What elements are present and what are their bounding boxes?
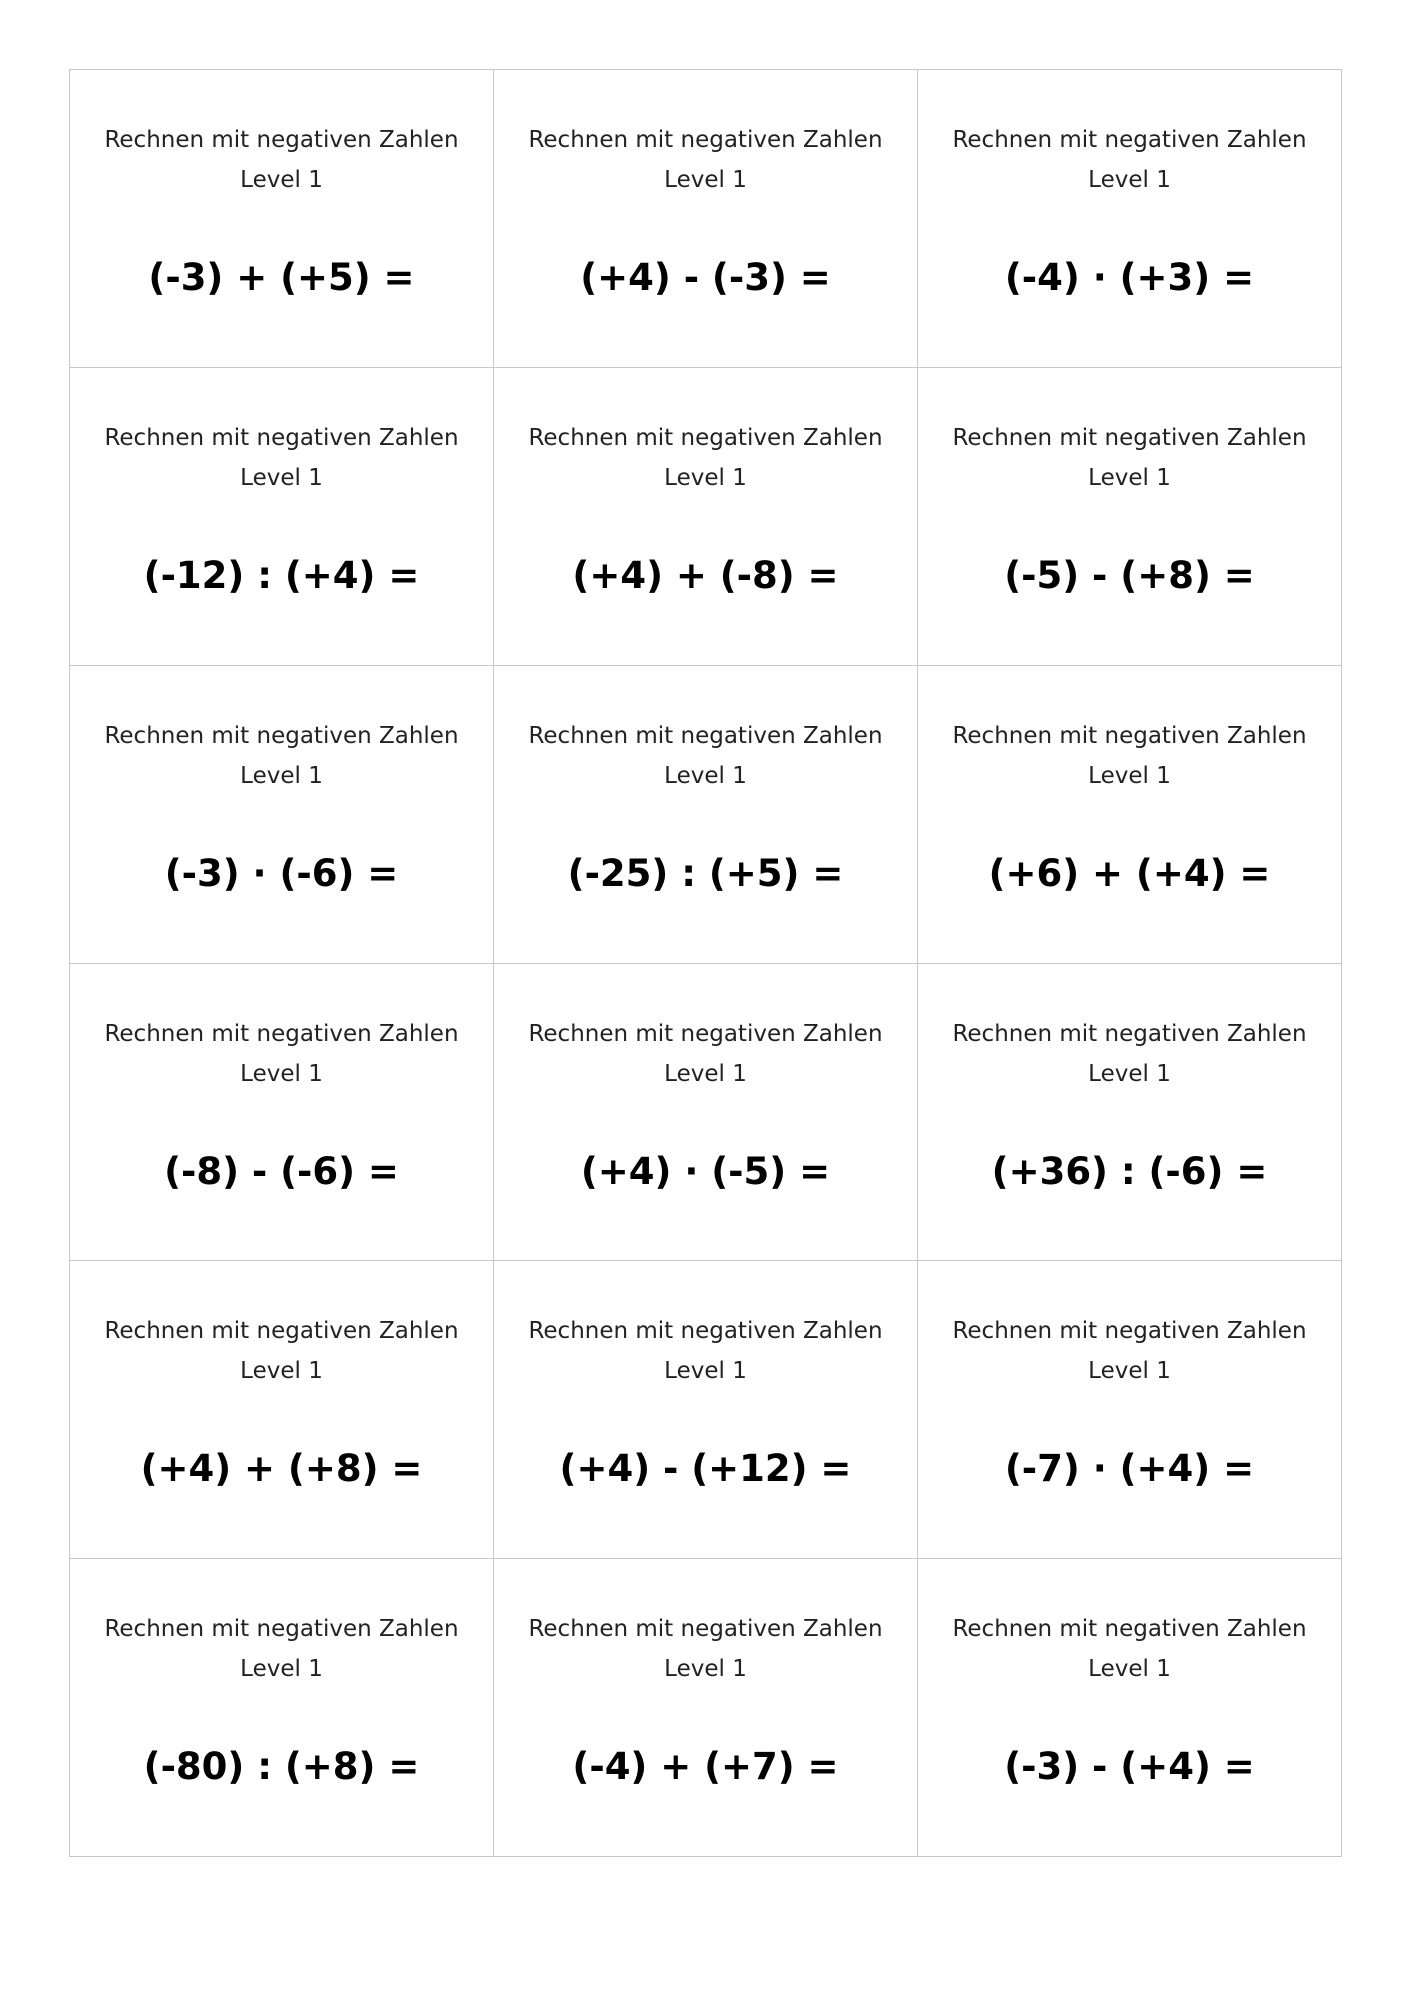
card-level: Level 1 — [240, 167, 323, 193]
task-card — [494, 70, 918, 368]
card-task: (-3) - (+4) = — [1004, 1745, 1255, 1789]
card-grid — [69, 69, 1342, 1857]
task-card — [918, 666, 1342, 964]
card-level: Level 1 — [1088, 167, 1171, 193]
card-task: (-25) : (+5) = — [567, 851, 844, 895]
task-card — [70, 70, 494, 368]
task-card — [70, 1559, 494, 1857]
card-level: Level 1 — [240, 464, 323, 491]
card-title: Rechnen mit negativen Zahlen — [104, 1020, 459, 1047]
task-card — [494, 666, 918, 964]
card-level: Level 1 — [1088, 1656, 1171, 1683]
card-title: Rechnen mit negativen Zahlen — [952, 1020, 1307, 1047]
card-title: Rechnen mit negativen Zahlen — [952, 424, 1307, 451]
card-task: (+4) - (+12) = — [559, 1447, 852, 1491]
task-card — [70, 666, 494, 964]
card-level: Level 1 — [1088, 1358, 1171, 1385]
card-task: (+4) + (+8) = — [140, 1447, 423, 1491]
card-task: (+4) · (-5) = — [580, 1149, 831, 1193]
card-level: Level 1 — [664, 167, 747, 193]
card-task: (-80) : (+8) = — [143, 1745, 420, 1789]
card-task: (-8) - (-6) = — [164, 1149, 399, 1193]
task-card — [494, 368, 918, 666]
task-card — [918, 1261, 1342, 1559]
task-card — [918, 368, 1342, 666]
card-title: Rechnen mit negativen Zahlen — [528, 127, 883, 153]
card-level: Level 1 — [664, 762, 747, 789]
task-card — [70, 368, 494, 666]
card-title: Rechnen mit negativen Zahlen — [104, 127, 459, 153]
task-card — [70, 964, 494, 1262]
card-level: Level 1 — [1088, 464, 1171, 491]
task-card — [70, 1261, 494, 1559]
card-level: Level 1 — [664, 1656, 747, 1683]
card-title: Rechnen mit negativen Zahlen — [528, 722, 883, 749]
card-task: (-4) + (+7) = — [572, 1745, 839, 1789]
card-title: Rechnen mit negativen Zahlen — [104, 424, 459, 451]
card-task: (+4) + (-8) = — [572, 553, 839, 597]
card-title: Rechnen mit negativen Zahlen — [952, 722, 1307, 749]
card-task: (-5) - (+8) = — [1004, 553, 1255, 597]
card-level: Level 1 — [664, 464, 747, 491]
task-card — [494, 964, 918, 1262]
card-title: Rechnen mit negativen Zahlen — [528, 1020, 883, 1047]
task-card — [918, 70, 1342, 368]
task-card — [494, 1559, 918, 1857]
card-title: Rechnen mit negativen Zahlen — [952, 1616, 1307, 1643]
task-card — [918, 1559, 1342, 1857]
card-title: Rechnen mit negativen Zahlen — [104, 1616, 459, 1643]
card-task: (-4) · (+3) = — [1004, 256, 1255, 299]
card-level: Level 1 — [664, 1060, 747, 1087]
card-task: (-7) · (+4) = — [1004, 1447, 1255, 1491]
card-level: Level 1 — [240, 1060, 323, 1087]
card-task: (+36) : (-6) = — [991, 1149, 1268, 1193]
card-level: Level 1 — [664, 1358, 747, 1385]
card-task: (-3) · (-6) = — [164, 851, 399, 895]
card-level: Level 1 — [240, 1656, 323, 1683]
card-task: (+4) - (-3) = — [580, 256, 831, 299]
card-title: Rechnen mit negativen Zahlen — [952, 1318, 1307, 1345]
card-title: Rechnen mit negativen Zahlen — [952, 127, 1307, 153]
card-title: Rechnen mit negativen Zahlen — [528, 1616, 883, 1643]
card-level: Level 1 — [240, 1358, 323, 1385]
card-task: (-12) : (+4) = — [143, 553, 420, 597]
card-level: Level 1 — [240, 762, 323, 789]
card-task: (+6) + (+4) = — [988, 851, 1271, 895]
card-title: Rechnen mit negativen Zahlen — [104, 1318, 459, 1345]
card-title: Rechnen mit negativen Zahlen — [104, 722, 459, 749]
card-task: (-3) + (+5) = — [148, 256, 415, 299]
card-level: Level 1 — [1088, 762, 1171, 789]
task-card — [918, 964, 1342, 1262]
card-title: Rechnen mit negativen Zahlen — [528, 424, 883, 451]
card-title: Rechnen mit negativen Zahlen — [528, 1318, 883, 1345]
card-level: Level 1 — [1088, 1060, 1171, 1087]
task-card — [494, 1261, 918, 1559]
